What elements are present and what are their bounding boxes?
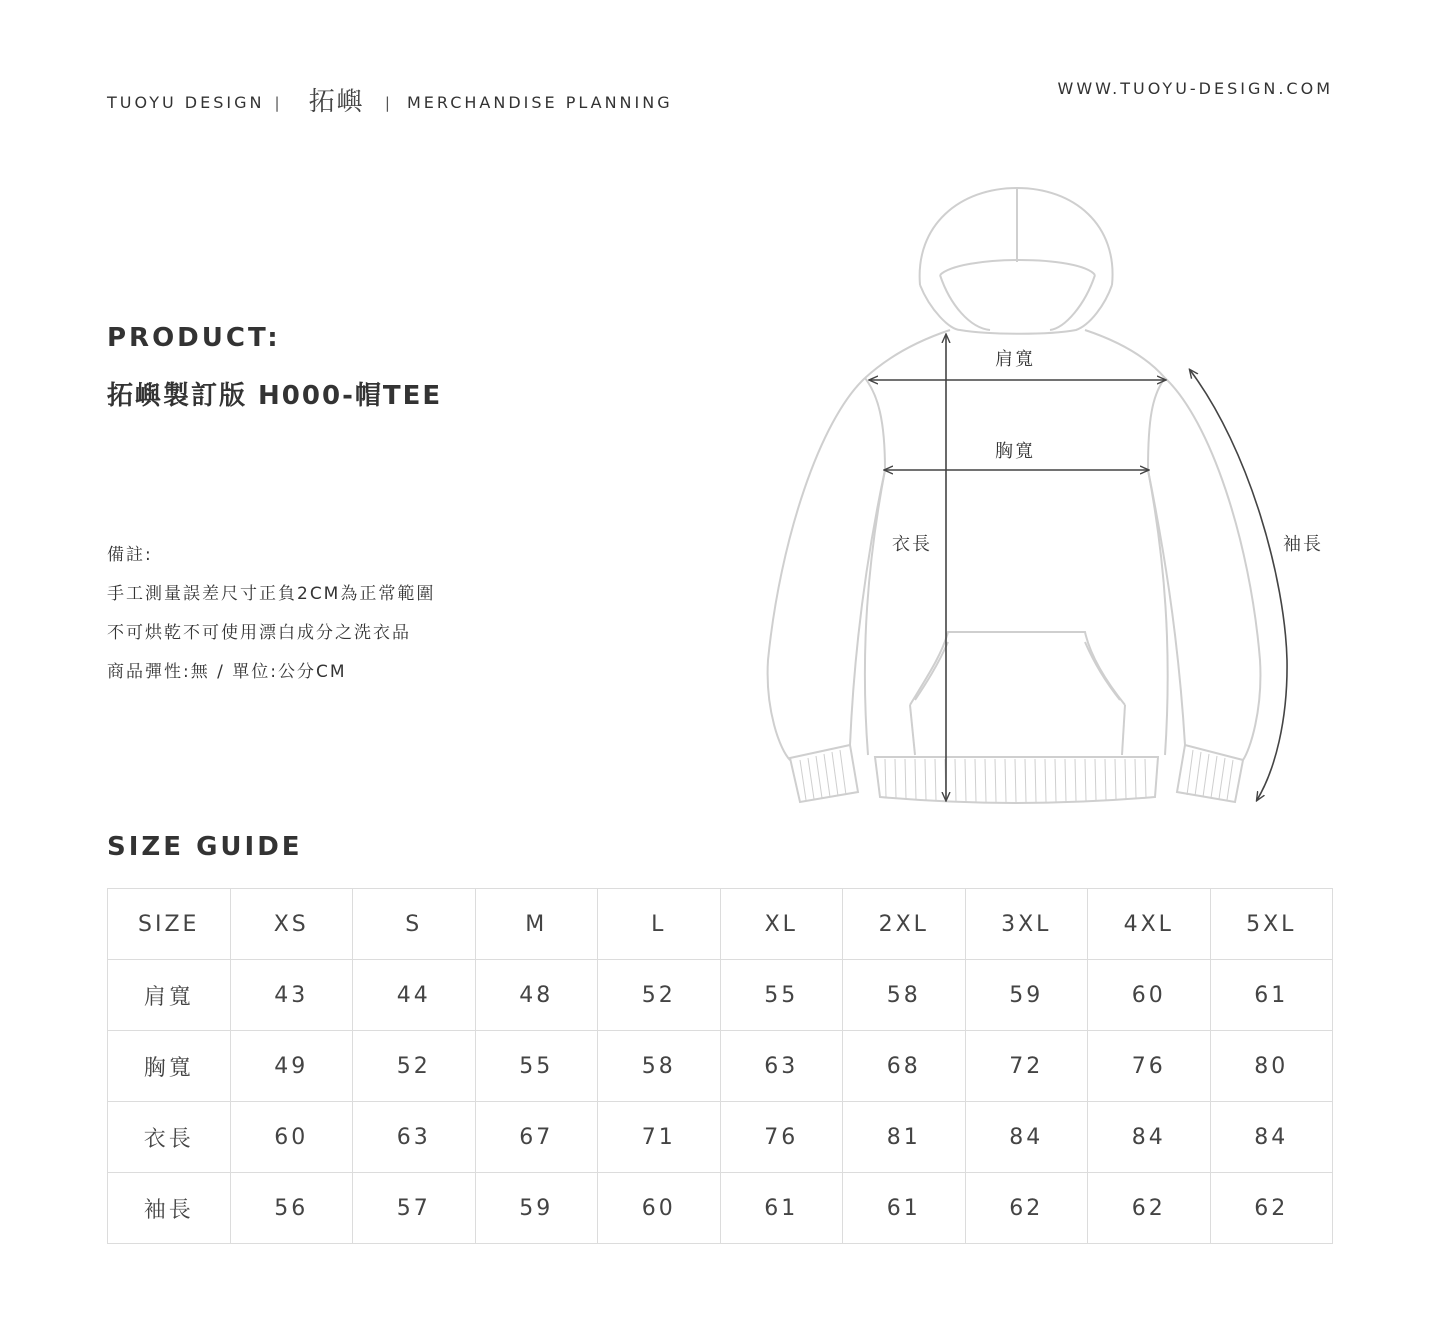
table-cell: 58 [843,960,966,1031]
product-label: PRODUCT: [107,323,281,353]
table-row [108,1102,1333,1173]
table-cell: 71 [598,1102,721,1173]
column-header: XS [230,889,353,960]
table-cell: 61 [1210,960,1333,1031]
table-cell: 84 [965,1102,1088,1173]
table-cell: 48 [475,960,598,1031]
row-label: 肩寬 [108,960,231,1031]
table-cell: 68 [843,1031,966,1102]
table-cell: 72 [965,1031,1088,1102]
website-link[interactable]: WWW.TUOYU-DESIGN.COM [1057,79,1333,98]
table-cell: 62 [1088,1173,1211,1244]
table-cell: 81 [843,1102,966,1173]
table-cell: 52 [598,960,721,1031]
shoulder-label: 肩寬 [995,349,1035,370]
column-header: 5XL [1210,889,1333,960]
size-table [107,888,1333,1244]
table-cell: 67 [475,1102,598,1173]
table-row [108,960,1333,1031]
measure-arrows [870,335,1287,800]
page-header [107,74,1333,117]
column-header: XL [720,889,843,960]
product-name: 拓嶼製訂版 H000-帽TEE [107,381,443,411]
table-cell: 57 [353,1173,476,1244]
table-cell: 63 [720,1031,843,1102]
notes-title: 備註: [107,545,153,565]
column-header: M [475,889,598,960]
table-cell: 62 [1210,1173,1333,1244]
column-header: 2XL [843,889,966,960]
table-cell: 60 [230,1102,353,1173]
length-label: 衣長 [892,534,932,555]
column-header: S [353,889,476,960]
row-label: 衣長 [108,1102,231,1173]
table-cell: 56 [230,1173,353,1244]
column-header: 3XL [965,889,1088,960]
brand-tagline: MERCHANDISE PLANNING [406,93,673,112]
table-cell: 61 [720,1173,843,1244]
notes-line: 不可烘乾不可使用漂白成分之洗衣品 [107,623,411,643]
notes-block [107,543,435,699]
size-guide-title: SIZE GUIDE [107,832,303,862]
table-cell: 55 [475,1031,598,1102]
table-cell: 80 [1210,1031,1333,1102]
table-cell: 49 [230,1031,353,1102]
table-cell: 59 [965,960,1088,1031]
hoodie-outline [768,188,1261,803]
table-cell: 61 [843,1173,966,1244]
column-header: L [598,889,721,960]
table-cell: 60 [598,1173,721,1244]
table-cell: 44 [353,960,476,1031]
table-cell: 84 [1210,1102,1333,1173]
table-cell: 62 [965,1173,1088,1244]
table-cell: 58 [598,1031,721,1102]
table-header-row [108,889,1333,960]
table-cell: 59 [475,1173,598,1244]
brand-name: TUOYU DESIGN [107,93,265,112]
hoodie-illustration [760,180,1340,820]
row-label: 胸寬 [108,1031,231,1102]
column-header: 4XL [1088,889,1211,960]
header-divider: | [274,94,283,112]
table-cell: 76 [1088,1031,1211,1102]
row-label: 袖長 [108,1173,231,1244]
hoodie-diagram [760,180,1340,820]
brand-line [107,79,673,116]
header-divider-2: | [384,94,393,112]
notes-line: 手工測量誤差尺寸正負2CM為正常範圍 [107,584,436,604]
table-row [108,1031,1333,1102]
table-cell: 55 [720,960,843,1031]
table-row [108,1173,1333,1244]
table-cell: 52 [353,1031,476,1102]
brand-logo: 拓嶼 [308,87,365,117]
table-cell: 76 [720,1102,843,1173]
notes-line: 商品彈性:無 / 單位:公分CM [107,662,347,682]
table-cell: 60 [1088,960,1211,1031]
column-header: SIZE [108,889,231,960]
sleeve-label: 袖長 [1283,534,1323,555]
chest-label: 胸寬 [995,441,1035,462]
table-cell: 84 [1088,1102,1211,1173]
table-cell: 63 [353,1102,476,1173]
table-cell: 43 [230,960,353,1031]
